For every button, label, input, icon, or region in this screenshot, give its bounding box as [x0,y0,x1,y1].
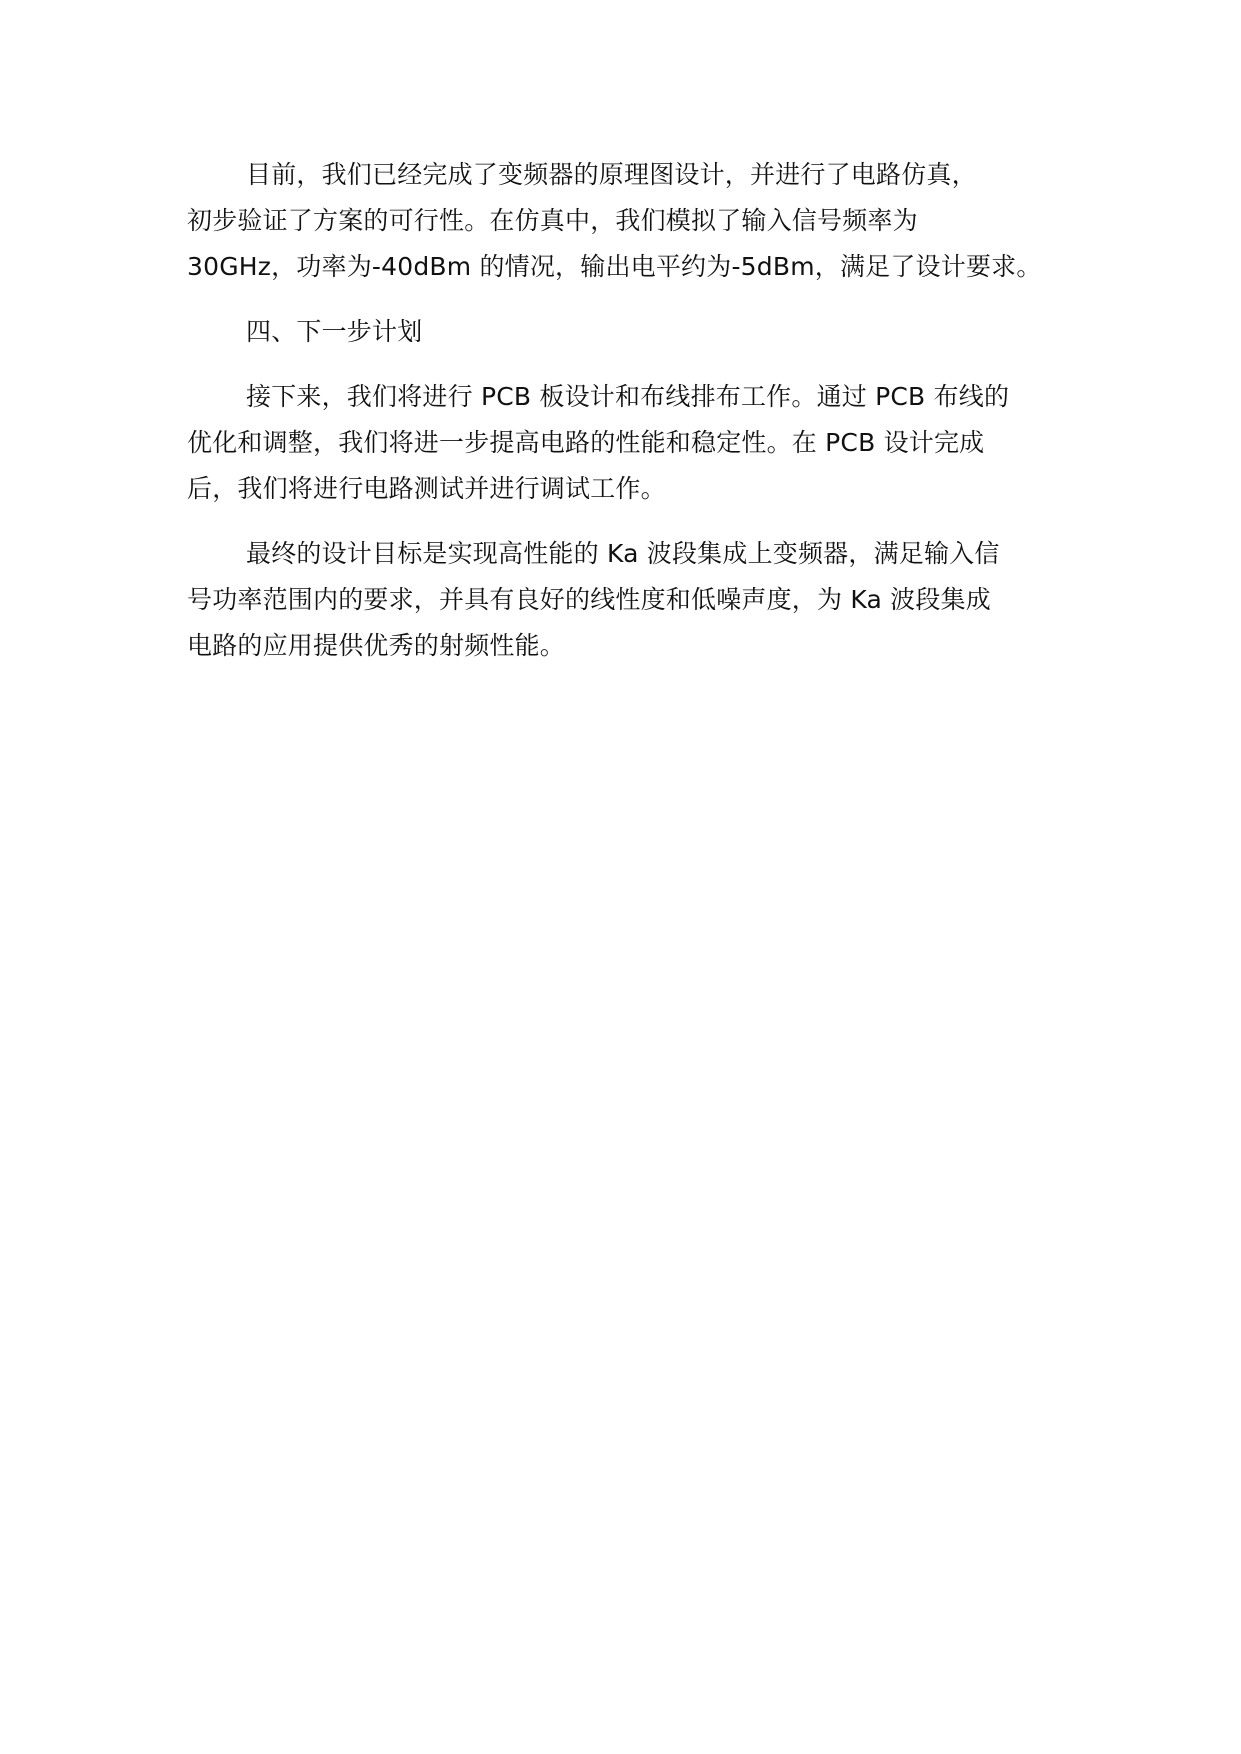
text-line: 最终的设计目标是实现高性能的 Ka 波段集成上变频器，满足输入信 [246,539,1000,568]
text-line: 电路的应用提供优秀的射频性能。 [187,631,566,660]
text-line: 30GHz，功率为-40dBm 的情况，输出电平约为-5dBm，满足了设计要求。 [187,252,1042,281]
text-line: 接下来，我们将进行 PCB 板设计和布线排布工作。通过 PCB 布线的 [246,382,1010,411]
paragraph-design-goal [187,531,1077,669]
document-body [187,152,1077,688]
paragraph-pcb-plan [187,374,1077,512]
text-line: 优化和调整，我们将进一步提高电路的性能和稳定性。在 PCB 设计完成 [187,428,985,457]
text-line: 初步验证了方案的可行性。在仿真中，我们模拟了输入信号频率为 [187,206,918,235]
heading-text: 四、下一步计划 [246,317,423,346]
text-line: 号功率范围内的要求，并具有良好的线性度和低噪声度，为 Ka 波段集成 [187,585,991,614]
section-heading-next-steps [187,309,1077,355]
paragraph-simulation-status [187,152,1077,290]
text-line: 后，我们将进行电路测试并进行调试工作。 [187,474,666,503]
text-line: 目前，我们已经完成了变频器的原理图设计，并进行了电路仿真， [246,160,977,189]
